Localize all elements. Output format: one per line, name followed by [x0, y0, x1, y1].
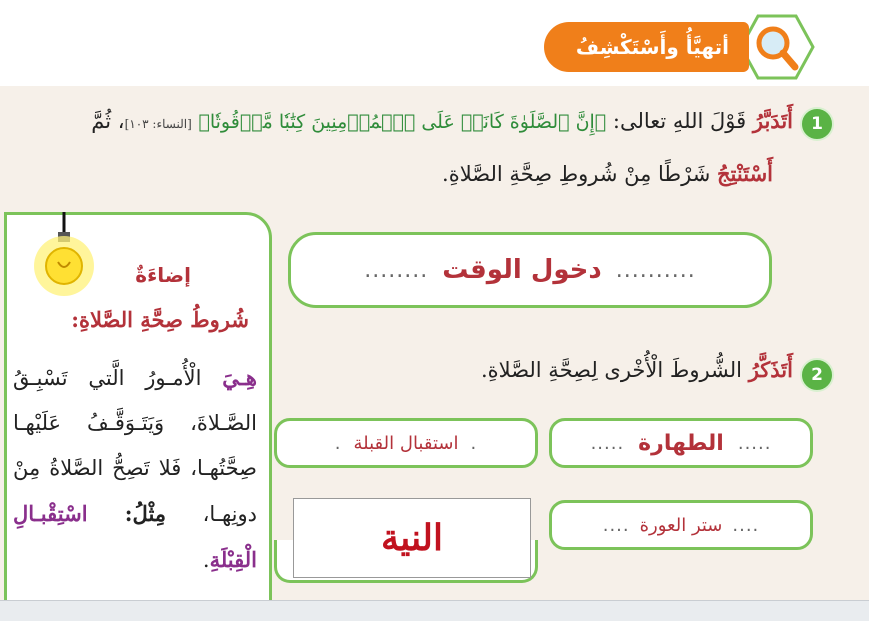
- dots: .....: [590, 432, 625, 454]
- bottom-scroll-strip: [0, 600, 869, 621]
- section-header: [544, 22, 749, 72]
- answer-text: استقبال القبلة: [353, 432, 459, 454]
- overlay-answer-niyyah[interactable]: النية: [293, 498, 531, 578]
- answer-box-qiblah[interactable]: [274, 418, 538, 468]
- side-example-label: مِثْلُ:: [87, 501, 167, 526]
- question-2-line: [481, 357, 793, 382]
- answer-text: دخول الوقت: [442, 255, 602, 285]
- dots: ....: [602, 514, 630, 536]
- question-number-1: 1: [800, 107, 834, 141]
- q2-text: الشُّروطَ الْأُخْرى لِصِحَّةِ الصَّلاةِ.: [480, 358, 749, 382]
- side-body: الْأُمـورُ الَّتي تَسْبِـقُ الصَّـلاةَ، وَيَتَـوَقَّـفُ عَلَيْهـا صِحَّتُهـا، فَلا تَصِحُّ الصَّلاةُ مِنْ دونِهـا،: [13, 366, 257, 526]
- q1-tail: ، ثُمَّ: [91, 109, 125, 133]
- lightbulb-icon: [30, 212, 98, 296]
- quran-verse: ﴿إِنَّ ٱلصَّلَوٰةَ كَانَتۡ عَلَى ٱلۡمُؤۡمِنِينَ كِتَٰبٗا مَّوۡقُوتٗا﴾: [198, 111, 607, 133]
- question-number-2: 2: [800, 358, 834, 392]
- q1-verb-2: أَسْتَنْتِجُ: [717, 161, 773, 186]
- dots: .: [334, 432, 342, 454]
- answer-box-taharah[interactable]: [549, 418, 813, 468]
- side-note-body: هِـيَ الْأُمـورُ الَّتي تَسْبِـقُ الصَّـلاةَ، وَيَتَـوَقَّـفُ عَلَيْهـا صِحَّتُهـا، فَلا تَصِحُّ الصَّلاةُ مِنْ دونِهـا، مِثْلُ: اسْتِقْبـالِ الْقِبْلَةِ.: [13, 365, 257, 572]
- q1-text-2: شَرْطًا مِنْ شُروطِ صِحَّةِ الصَّلاةِ.: [442, 162, 717, 186]
- question-1-line-2: [442, 161, 773, 186]
- side-lead: هِـيَ: [222, 365, 257, 390]
- dots: .....: [737, 432, 772, 454]
- q1-text: قَوْلَ اللهِ تعالى:: [606, 109, 753, 133]
- answer-box-awrah[interactable]: [549, 500, 813, 550]
- dots: ..........: [615, 257, 696, 283]
- dots: ........: [364, 257, 429, 283]
- side-note-subtitle: شُروطُ صِحَّةِ الصَّلاةِ:: [71, 307, 249, 332]
- side-note-title: إضاءَةٌ: [135, 263, 191, 287]
- magnifier-icon: [739, 14, 815, 80]
- answer-text: الطهارة: [638, 430, 724, 456]
- answer-box-1[interactable]: [288, 232, 772, 308]
- q2-verb: أَتَذَكَّرُ: [748, 357, 793, 382]
- question-1-line-1: [91, 108, 793, 133]
- section-title: أتهيَّأُ وأَسْتَكْشِفُ: [575, 35, 729, 59]
- verse-reference: [النساء: ١٠٣]: [124, 117, 192, 131]
- dots: ....: [732, 514, 760, 536]
- side-example: اسْتِقْبـالِ الْقِبْلَةِ: [13, 501, 257, 572]
- answer-text: ستر العورة: [639, 514, 723, 536]
- dots: .: [470, 432, 478, 454]
- q1-verb: أَتَدَبَّرُ: [752, 108, 793, 133]
